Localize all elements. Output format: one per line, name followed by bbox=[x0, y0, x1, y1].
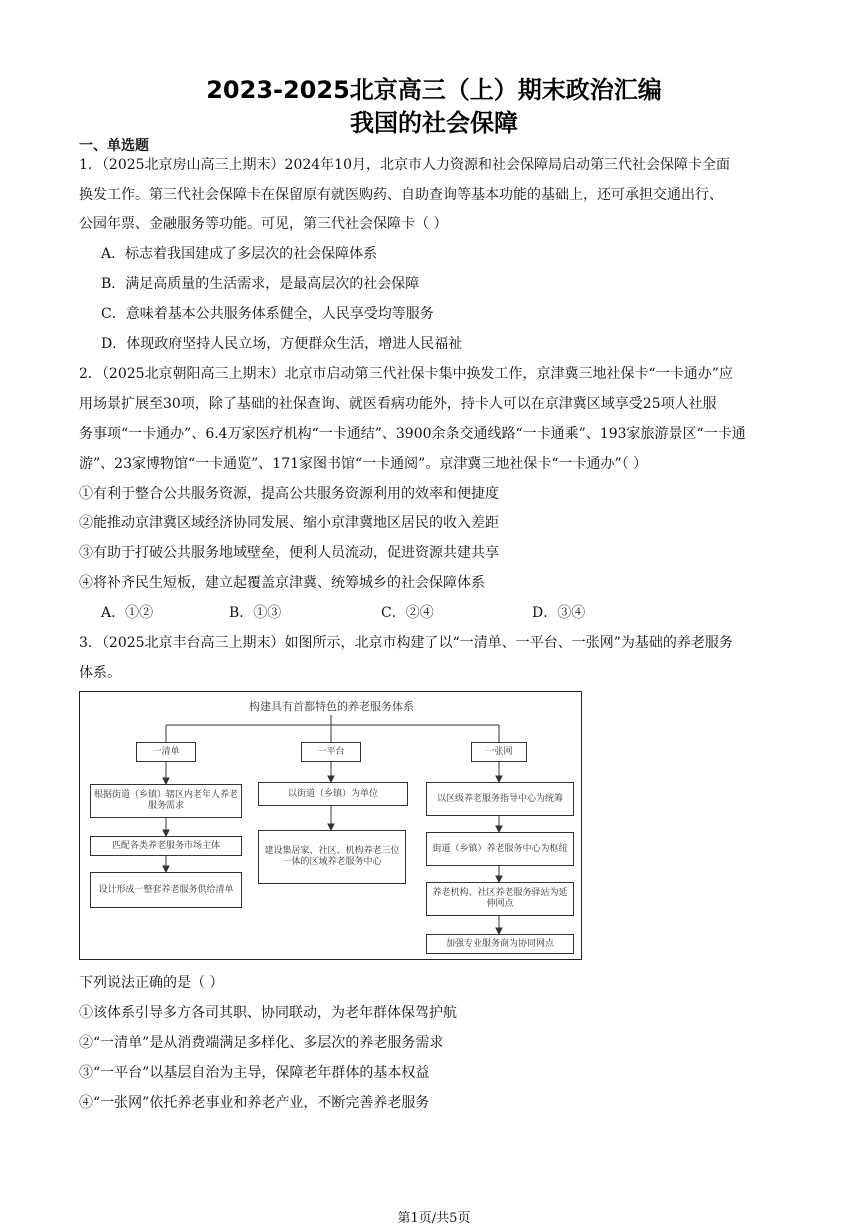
diagram-col2-item: 建设集居家、社区、机构养老三位一体的区域养老服务中心 bbox=[258, 830, 406, 884]
diagram-col3-item: 养老机构、社区养老服务驿站为延伸网点 bbox=[426, 882, 574, 916]
doc-title-line1: 2023-2025北京高三（上）期末政治汇编 bbox=[206, 76, 662, 104]
diagram-col1-head: 一清单 bbox=[136, 742, 196, 762]
q2-line: 务事项“一卡通办”、6.4万家医疗机构“一卡通结”、3900余条交通线路“一卡通乘”、193家旅游景区“一卡通 bbox=[79, 426, 746, 442]
q2-line: 用场景扩展至30项，除了基础的社保查询、就医看病功能外，持卡人可以在京津冀区域享受25项人社服 bbox=[79, 396, 717, 412]
q2-statement-2: ②能推动京津冀区域经济协同发展、缩小京津冀地区居民的收入差距 bbox=[79, 515, 499, 531]
diagram-col1-item: 设计形成一整套养老服务供给清单 bbox=[90, 872, 242, 908]
diagram-col3-head: 一张网 bbox=[471, 742, 527, 762]
elderly-care-diagram bbox=[79, 691, 582, 960]
diagram-col3-item: 街道（乡镇）养老服务中心为枢纽 bbox=[426, 832, 574, 866]
q3-line: 3．（2025北京丰台高三上期末）如图所示，北京市构建了以“一清单、一平台、一张网”为基础的养老服务 bbox=[79, 635, 733, 651]
q1-line: 换发工作。第三代社会保障卡在保留原有就医购药、自助查询等基本功能的基础上，还可承担交通出行、 bbox=[79, 187, 723, 203]
q1-line: 公园年票、金融服务等功能。可见，第三代社会保障卡（ ） bbox=[79, 216, 448, 232]
q2-statement-3: ③有助于打破公共服务地域壁垒，便利人员流动，促进资源共建共享 bbox=[79, 545, 499, 561]
diagram-col1-item: 匹配各类养老服务市场主体 bbox=[90, 836, 242, 856]
q2-choice-b: B．①③ bbox=[229, 605, 282, 621]
q3-statement-2: ②“一清单”是从消费端满足多样化、多层次的养老服务需求 bbox=[79, 1035, 444, 1051]
q1-option-b: B．满足高质量的生活需求，是最高层次的社会保障 bbox=[101, 276, 420, 292]
q3-statement-3: ③“一平台”以基层自治为主导，保障老年群体的基本权益 bbox=[79, 1065, 430, 1081]
doc-title-line2: 我国的社会保障 bbox=[350, 109, 518, 137]
q2-choice-d: D．③④ bbox=[532, 605, 586, 621]
q2-choice-c: C．②④ bbox=[381, 605, 434, 621]
q3-statement-1: ①该体系引导多方各司其职、协同联动，为老年群体保驾护航 bbox=[79, 1005, 457, 1021]
page-footer: 第1页/共5页 bbox=[397, 1211, 471, 1226]
section-label: 一、单选题 bbox=[79, 138, 149, 154]
diagram-col2-item: 以街道（乡镇）为单位 bbox=[258, 782, 408, 806]
diagram-connectors bbox=[80, 692, 583, 961]
q3-prompt: 下列说法正确的是（ ） bbox=[79, 975, 224, 991]
q2-line: 游”、23家博物馆“一卡通览”、171家图书馆“一卡通阅”。京津冀三地社保卡“一卡通办”（ ） bbox=[79, 456, 648, 472]
q2-statement-1: ①有利于整合公共服务资源，提高公共服务资源利用的效率和便捷度 bbox=[79, 486, 499, 502]
diagram-col2-head: 一平台 bbox=[301, 742, 361, 762]
q1-option-d: D．体现政府坚持人民立场，方便群众生活，增进人民福祉 bbox=[101, 336, 463, 352]
diagram-col3-item: 以区级养老服务指导中心为统筹 bbox=[426, 782, 574, 816]
q1-option-a: A．标志着我国建成了多层次的社会保障体系 bbox=[101, 246, 378, 262]
q1-line: 1．（2025北京房山高三上期末）2024年10月，北京市人力资源和社会保障局启动第三代社会保障卡全面 bbox=[79, 157, 730, 173]
diagram-title: 构建具有首都特色的养老服务体系 bbox=[249, 700, 414, 713]
q3-line: 体系。 bbox=[79, 665, 121, 681]
diagram-col1-item: 根据街道（乡镇）辖区内老年人养老服务需求 bbox=[90, 784, 242, 818]
q2-statement-4: ④将补齐民生短板，建立起覆盖京津冀、统筹城乡的社会保障体系 bbox=[79, 575, 485, 591]
q2-choice-a: A．①② bbox=[101, 605, 154, 621]
q3-statement-4: ④“一张网”依托养老事业和养老产业，不断完善养老服务 bbox=[79, 1095, 430, 1111]
q2-line: 2．（2025北京朝阳高三上期末）北京市启动第三代社保卡集中换发工作，京津冀三地社保卡“一卡通办”应 bbox=[79, 366, 733, 382]
diagram-col3-item: 加强专业服务商为协同网点 bbox=[426, 934, 574, 954]
q1-option-c: C．意味着基本公共服务体系健全，人民享受均等服务 bbox=[101, 306, 434, 322]
